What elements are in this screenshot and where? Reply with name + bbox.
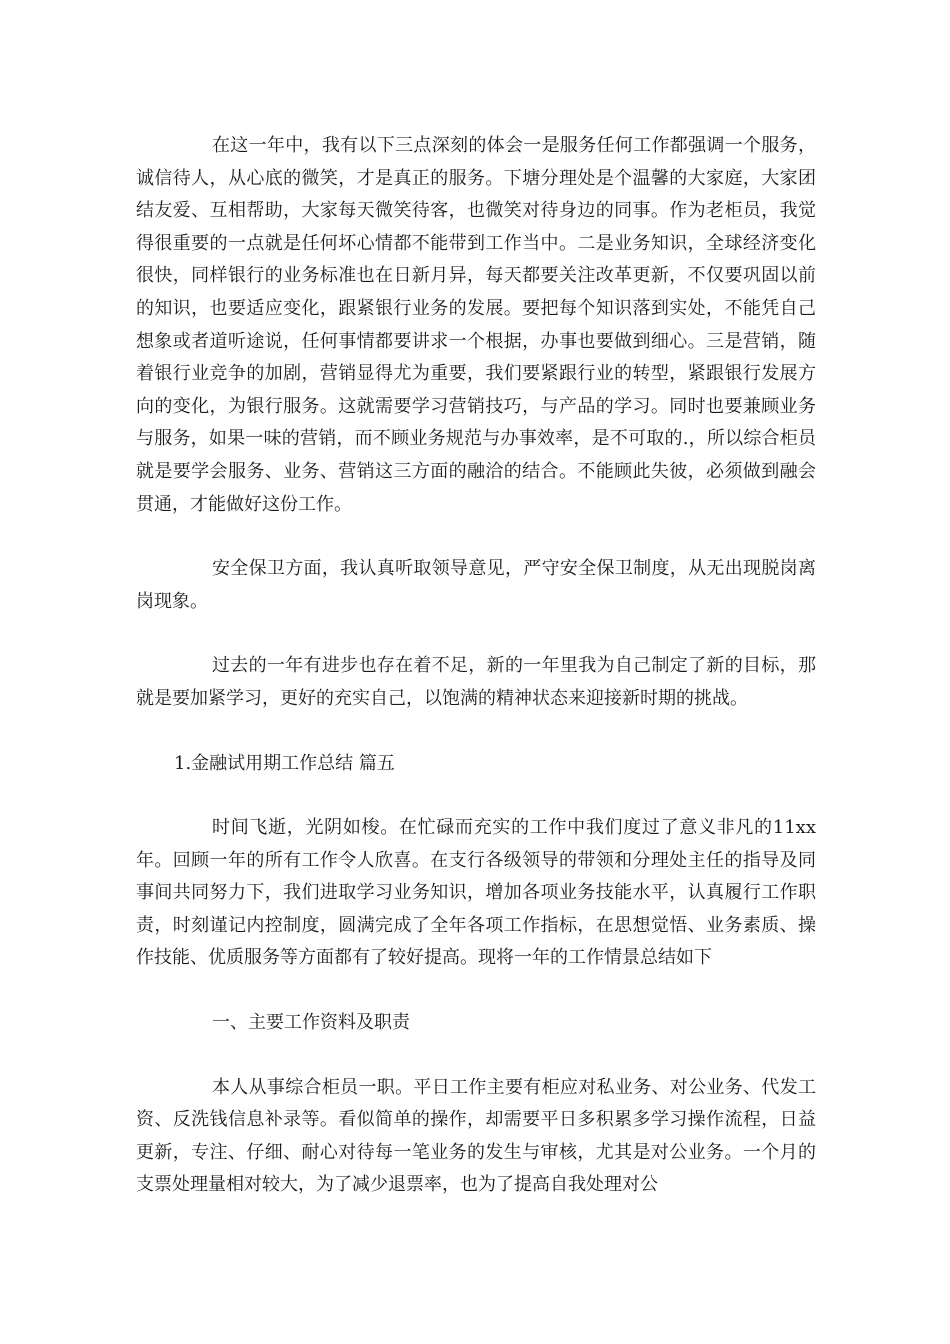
paragraph-gap [136, 1040, 816, 1072]
section-heading: 1.金融试用期工作总结 篇五 [174, 752, 395, 774]
subsection-heading: 一、主要工作资料及职责 [212, 1012, 410, 1034]
paragraph-gap [136, 618, 816, 650]
paragraph-gap [136, 780, 816, 812]
paragraph-gap [136, 521, 816, 553]
paragraph-gap [136, 975, 816, 1007]
paragraph-security: 安全保卫方面，我认真听取领导意见，严守安全保卫制度，从无出现脱岗离岗现象。 [136, 558, 816, 612]
paragraph-duties: 本人从事综合柜员一职。平日工作主要有柜应对私业务、对公业务、代发工资、反洗钱信息补录等。看似简单的操作，却需要平日多积累多学习操作流程，日益更新，专注、仔细、耐心对待每一笔业务的发生与审核，尤其是对公业务。一个月的支票处理量相对较大，为了减少退票率，也为了提高自我处理对公 [136, 1076, 816, 1196]
paragraph-time-flies: 时间飞逝，光阴如梭。在忙碌而充实的工作中我们度过了意义非凡的11xx年。回顾一年的所有工作令人欣喜。在支行各级领导的带领和分理处主任的指导及同事间共同努力下，我们进取学习业务知识，增加各项业务技能水平，认真履行工作职责，时刻谨记内控制度，圆满完成了全年各项工作指标，在思想觉悟、业务素质、操作技能、优质服务等方面都有了较好提高。现将一年的工作情景总结如下 [136, 817, 816, 969]
paragraph-gap [136, 716, 816, 748]
paragraph-goals: 过去的一年有进步也存在着不足，新的一年里我为自己制定了新的目标，那就是要加紧学习，更好的充实自己，以饱满的精神状态来迎接新时期的挑战。 [136, 655, 816, 709]
document-body [136, 130, 816, 1202]
paragraph-three-insights: 在这一年中，我有以下三点深刻的体会一是服务任何工作都强调一个服务，诚信待人，从心底的微笑，才是真正的服务。下塘分理处是个温馨的大家庭，大家团结友爱、互相帮助，大家每天微笑待客，也微笑对待身边的同事。作为老柜员，我觉得很重要的一点就是任何坏心情都不能带到工作当中。二是业务知识，全球经济变化很快，同样银行的业务标准也在日新月异，每天都要关注改革更新，不仅要巩固以前的知识，也要适应变化，跟紧银行业务的发展。要把每个知识落到实处，不能凭自己想象或者道听途说，任何事情都要讲求一个根据，办事也要做到细心。三是营销，随着银行业竞争的加剧，营销显得尤为重要，我们要紧跟行业的转型，紧跟银行发展方向的变化，为银行服务。这就需要学习营销技巧，与产品的学习。同时也要兼顾业务与服务，如果一味的营销，而不顾业务规范与办事效率，是不可取的.，所以综合柜员就是要学会服务、业务、营销这三方面的融洽的结合。不能顾此失彼，必须做到融会贯通，才能做好这份工作。 [136, 135, 816, 515]
